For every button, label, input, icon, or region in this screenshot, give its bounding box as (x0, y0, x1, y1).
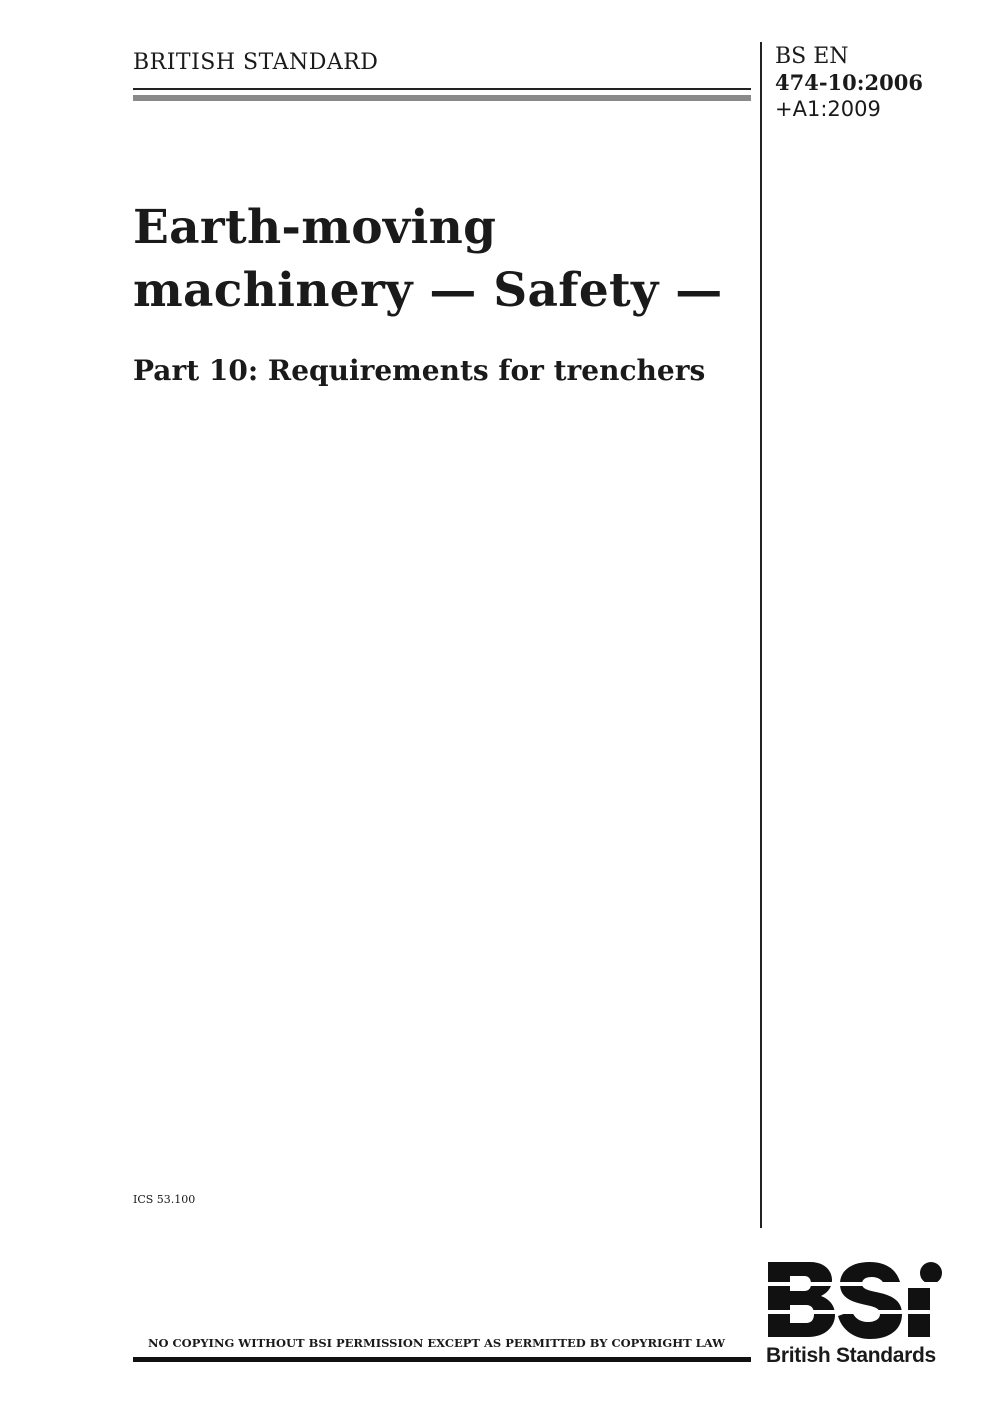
header-rule-thin (133, 88, 751, 90)
bsi-logo-caption: British Standards (766, 1344, 936, 1367)
ics-code: ICS 53.100 (133, 1193, 196, 1206)
bsi-wordmark (766, 1262, 946, 1339)
title-line-1: Earth-moving (133, 200, 497, 255)
document-header-label: BRITISH STANDARD (133, 50, 379, 75)
margin-divider (760, 42, 762, 1228)
header-rule-thick (133, 95, 751, 101)
footer-rule (133, 1357, 751, 1362)
title-line-2: machinery — Safety — (133, 263, 723, 318)
bsi-letter-b (768, 1262, 835, 1337)
standard-number-amendment: +A1:2009 (775, 97, 881, 121)
document-title (133, 196, 723, 322)
standard-number (775, 44, 923, 122)
document-subtitle: Part 10: Requirements for trenchers (133, 354, 706, 387)
bsi-letter-s (838, 1262, 902, 1339)
standard-number-prefix: BS EN (775, 44, 849, 69)
standard-number-code: 474-10:2006 (775, 70, 923, 95)
copyright-notice: NO COPYING WITHOUT BSI PERMISSION EXCEPT AS PERMITTED BY COPYRIGHT LAW (148, 1336, 726, 1350)
bsi-letter-i-dot (920, 1262, 942, 1284)
